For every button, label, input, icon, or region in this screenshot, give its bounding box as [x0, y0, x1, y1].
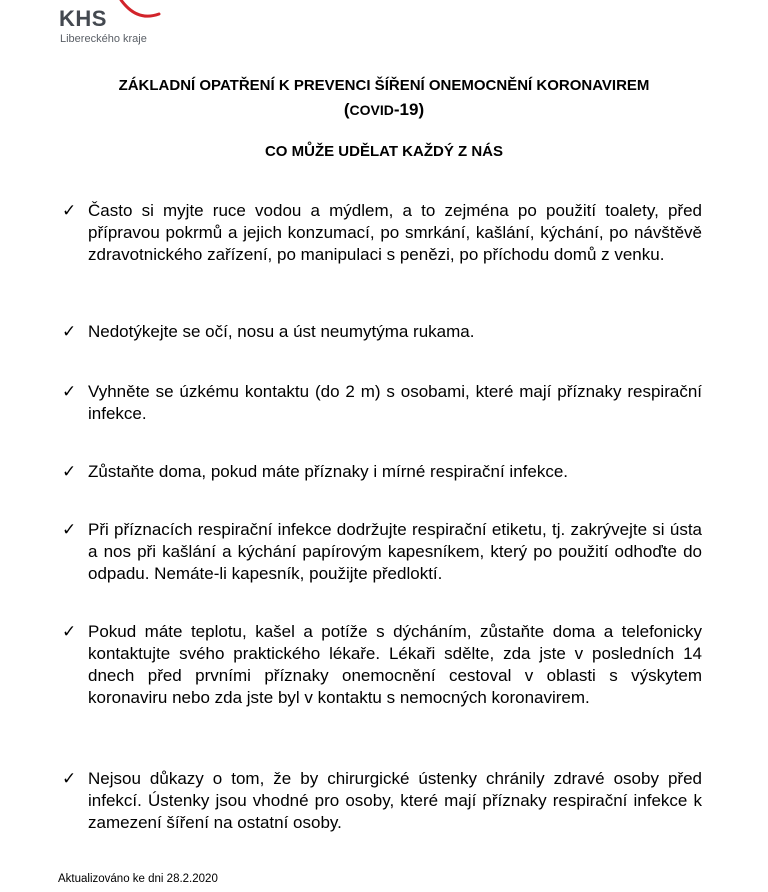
checkmark-icon: ✓	[62, 201, 77, 221]
covid-number: -19)	[393, 100, 425, 119]
checkmark-icon: ✓	[62, 769, 77, 789]
checkmark-icon: ✓	[62, 322, 77, 342]
list-item-text: Při příznacích respirační infekce dodržujte respirační etiketu, tj. zakrývejte si ústa a nos při kašlání a kýchání papírovým kapesníkem, který po použití odhoďte do odpadu. Nemáte-li kapesník, použijte předloktí.	[88, 520, 702, 583]
page-title: ZÁKLADNÍ OPATŘENÍ K PREVENCI ŠÍŘENÍ ONEMOCNĚNÍ KORONAVIREM	[118, 77, 650, 94]
checkmark-icon: ✓	[62, 382, 77, 402]
update-date: Aktualizováno ke dni 28.2.2020	[58, 873, 218, 885]
list-item-text: Nejsou důkazy o tom, že by chirurgické ústenky chránily zdravé osoby před infekcí. Ústenky jsou vhodné pro osoby, které mají příznaky respirační infekce k zamezení šíření na ostatní osoby.	[88, 769, 702, 832]
khs-logo	[59, 0, 169, 50]
checkmark-icon: ✓	[62, 622, 77, 642]
list-item-text: Nedotýkejte se očí, nosu a úst neumytýma rukama.	[88, 322, 475, 341]
list-item-text: Pokud máte teplotu, kašel a potíže s dýcháním, zůstaňte doma a telefonicky kontaktujte svého praktického lékaře. Lékaři sdělte, zda jste v posledních 14 dnech před prvními příznaky onemocnění cestoval v oblasti s výskytem koronaviru nebo zda jste byl v kontaktu s nemocných koronavirem.	[88, 622, 702, 707]
list-item-text: Vyhněte se úzkému kontaktu (do 2 m) s osobami, které mají příznaky respirační infekce.	[88, 382, 702, 423]
page-title-covid	[0, 100, 768, 120]
list-item-text: Často si myjte ruce vodou a mýdlem, a to zejména po použití toalety, před přípravou pokrmů a jejich konzumací, po smrkání, kašlání, kýchání, po návštěvě zdravotnického zařízení, po manipulaci s penězi, po příchodu domů z venku.	[88, 201, 702, 264]
covid-label: COVID	[349, 102, 394, 118]
checkmark-icon: ✓	[62, 520, 77, 540]
page-subtitle: CO MŮŽE UDĚLAT KAŽDÝ Z NÁS	[264, 143, 504, 160]
logo-text: KHS	[59, 6, 107, 31]
logo-subtitle: Libereckého kraje	[60, 33, 147, 45]
checkmark-icon: ✓	[62, 462, 77, 482]
covid-paren: (	[343, 100, 350, 119]
list-item-text: Zůstaňte doma, pokud máte příznaky i mírné respirační infekce.	[88, 462, 569, 481]
